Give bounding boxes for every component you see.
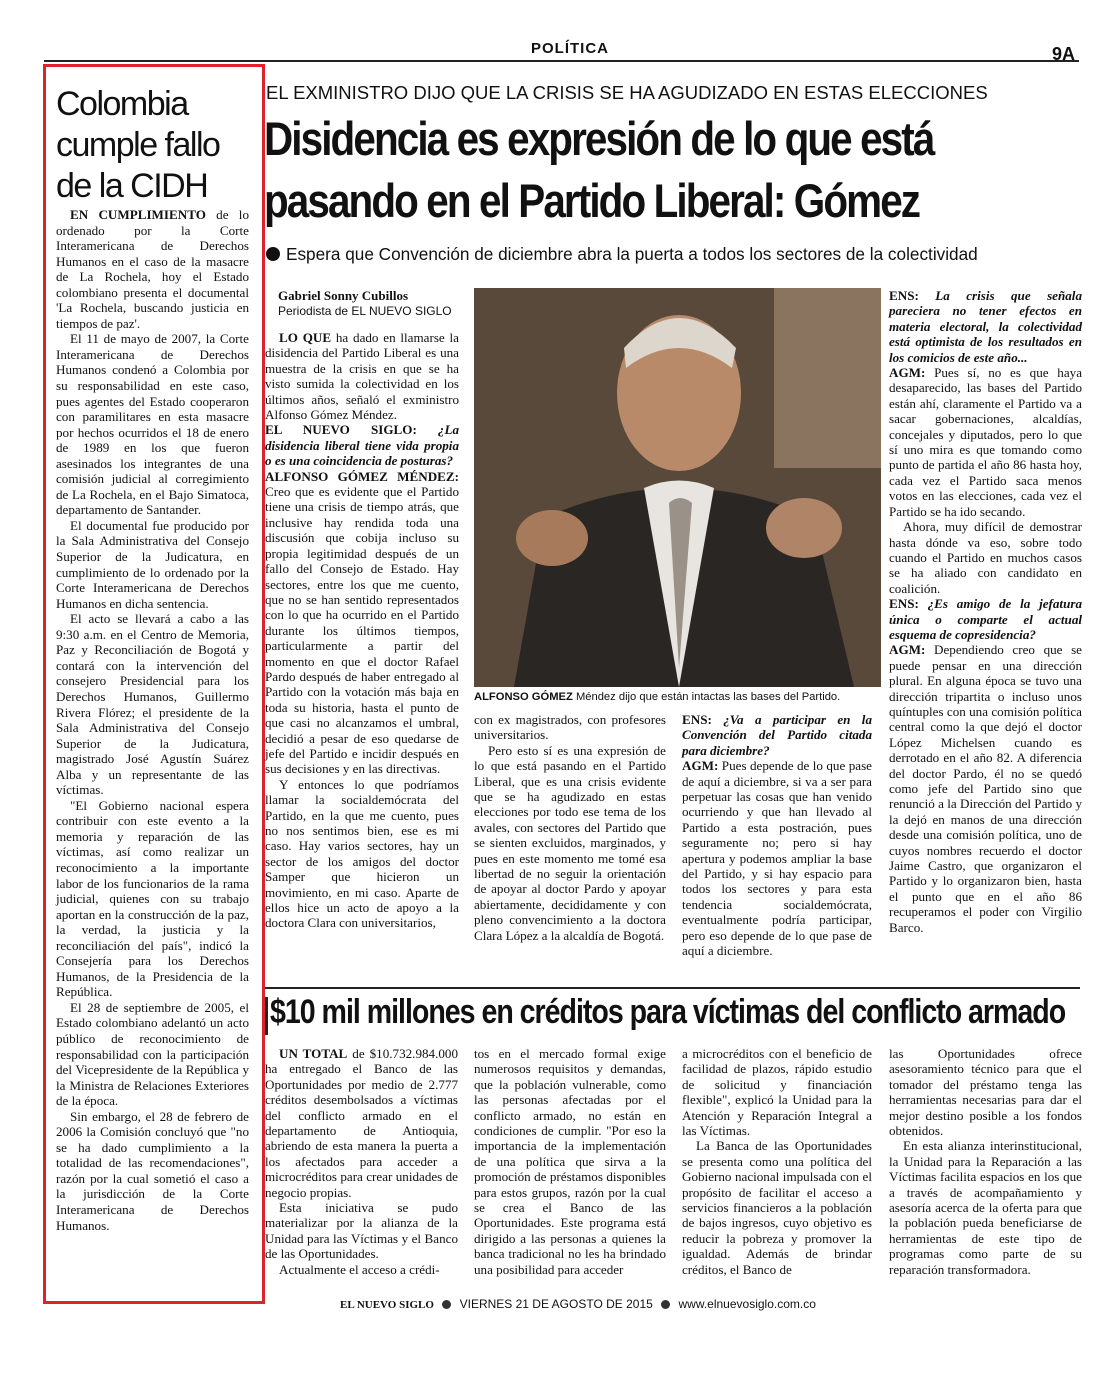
main-col-1	[265, 330, 459, 931]
second-paragraph: a microcréditos con el beneficio de facilidad de plazos, rápido estudio de solicitud y financiación flexible", explicó la Unidad para la Atención y Reparación Integral a las Víctimas.	[682, 1046, 872, 1139]
answer-label: AGM:	[682, 758, 719, 774]
answer-label: AGM:	[889, 642, 926, 658]
main-paragraph: Pero esto sí es una expresión de lo que está pasando en el Partido Liberal, que es una crisis evidente que se ha agudizado en estas elecciones por todo ese tema de los avales, con sectores del Partido que se sienten excluidos, marginados, y pues en este momento me tomé esa libertad de no seguir la orientación de apoyar al doctor Pardo y apoyar abiertamente, decididamente y con pleno convencimiento a la doctora Clara López a la alcaldía de Bogotá.	[474, 742, 666, 943]
second-col-3	[682, 1046, 872, 1277]
sidebar-paragraph: Sin embargo, el 28 de febrero de 2006 la Comisión concluyó que "no se ha dado cumplimiento a la totalidad de las recomendaciones", razón por la cual sometió el caso a la jurisdicción de la Corte Interamericana de Derechos Humanos.	[56, 1108, 249, 1233]
answer-text: Dependiendo creo que se puede pensar en una dirección plural. En alguna época se tuvo una dirección tripartita o incluso unos quíntuples con una comisión política central como la que dejó el doctor López Michelsen cuando es derrotado en el año 82. A diferencia del doctor Pardo, él no se quedó como jefe del Partido sino que renunció a la Dirección del Partido y la dejó en manos de una dirección desde una comisión política, uno de cuyos nombres recuerdo el doctor Jaime Castro, que organizaron el Partido y lo organizaron bien, hasta el punto que en el año 86 recuperamos el poder con Virgilio Barco.	[889, 642, 1082, 935]
byline-name: Gabriel Sonny Cubillos	[278, 288, 409, 303]
second-col-2	[474, 1046, 666, 1277]
section-label: POLÍTICA	[531, 40, 609, 57]
second-col-4	[889, 1046, 1082, 1277]
footer	[340, 1297, 860, 1311]
main-col-2	[474, 712, 666, 943]
kicker: EL EXMINISTRO DIJO QUE LA CRISIS SE HA AGUDIZADO EN ESTAS ELECCIONES	[266, 82, 988, 103]
sidebar-paragraph: "El Gobierno nacional espera contribuir con este evento a la memoria y reparación de las víctimas, así como realizar un reconocimiento a la importante labor de los funcionarios de la rama judicial, quienes con su trabajo aportan en la construcción de la paz, la verdad, la justicia y la reconciliación del país", indicó la Consejería para los Derechos Humanos, de la Presidencia de la República.	[56, 797, 249, 1000]
photo-alfonso-gomez	[474, 288, 881, 687]
second-headline-marker	[265, 997, 268, 1035]
main-paragraph: Y entonces lo que podríamos llamar la socialdemócrata del Partido, en la que me cuento, pues no nos sentimos bien, ese es mi caso. Hay varios sectores, hay un sector de los amigos del doctor Samper que hicieron un movimiento, en mi caso. Aparte de ellos hice un acto de apoyo a la doctora Clara con universitarios,	[265, 776, 459, 931]
byline-role: Periodista de EL NUEVO SIGLO	[278, 304, 452, 318]
answer-text: Pues sí, no es que haya desaparecido, las bases del Partido están ahí, claramente el Partido va a sacar gobernaciones, alcaldías, concejales y diputados, pero lo que sí uno mira es que tomando como punto de partida el año 86 hasta hoy, cada vez el Partido saca menos votos en las elecciones, cada vez el Partido se ha ido secando.	[889, 365, 1083, 519]
main-col-3	[682, 712, 872, 959]
answer-text: Pues depende de lo que pase de aquí a diciembre, si va a ser para perpetuar las cosas que han venido ocurriendo y que han llevado al Partido a esta postración, pues seguramente no; pero si hay apertura y podemos ampliar la base del Partido, y si hay espacio para todos los sectores y para esta tendencia socialdemócrata, eventualmente podría participar, pero eso depende de lo que pase de aquí a diciembre.	[682, 758, 872, 959]
sidebar-paragraph: El acto se llevará a cabo a las 9:30 a.m. en el Centro de Memoria, Paz y Reconciliación de Bogotá y contará con la intervención del consejero Presidencial para los Derechos Humanos, Guillermo Rivera Flórez; el presidente de la Sala Administrativa del Consejo Superior de la Judicatura, magistrado José Agustín Suárez Alba y un representante de las víctimas.	[56, 611, 249, 798]
sidebar-paragraph: El 11 de mayo de 2007, la Corte Interamericana de Derechos Humanos condenó a Colombia por su responsabilidad en este caso, pues agentes del Estado cooperaron con paramilitares en esta masacre por hechos ocurridos el 18 de enero de 1989 en los que fueron asesinados los integrantes de una comisión judicial al corregimiento de La Rochela, en el Bajo Simatoca, departamento de Santander.	[56, 331, 249, 518]
question-text: ¿Va a participar en la Convención del Partido citada para diciembre?	[682, 712, 872, 758]
second-lead: UN TOTAL	[279, 1046, 348, 1061]
second-headline: $10 mil millones en créditos para víctimas del conflicto armado	[270, 993, 1066, 1031]
question-text: ¿La disidencia liberal tiene vida propia o es una coincidencia de posturas?	[265, 422, 460, 469]
footer-date: VIERNES 21 DE AGOSTO DE 2015	[459, 1297, 653, 1311]
footer-url: www.elnuevosiglo.com.co	[678, 1297, 816, 1311]
second-paragraph: En esta alianza interinstitucional, la Unidad para la Reparación a las Víctimas facilita espacios en los que a través de acompañamiento y asesoría acerca de la oferta para que la población pueda beneficiarse de herramientas de este tipo de programas como parte de su reparación transformadora.	[889, 1138, 1082, 1277]
subhead	[266, 244, 1066, 265]
second-paragraph: de $10.732.984.000 ha entregado el Banco de las Oportunidades por medio de 2.777 créditos desembolsados a víctimas del conflicto armado en el departamento de Antioquia, abriendo de esta manera la puerta a los afectados para acceder a microcréditos para crear unidades de negocio propias.	[265, 1046, 458, 1200]
sidebar-body	[56, 207, 249, 1233]
question-label: ENS:	[889, 288, 919, 303]
main-paragraph: con ex magistrados, con profesores universitarios.	[474, 712, 666, 743]
main-col-4	[889, 288, 1082, 935]
main-paragraph: ha dado en llamarse la disidencia del Partido Liberal es una muestra de la crisis en que se ha visto sumida la colectividad en los últimos años, señaló el exministro Alfonso Gómez Méndez.	[265, 330, 459, 423]
main-paragraph: Ahora, muy difícil de demostrar hasta dónde va eso, sobre todo cuando el Partido en muchos casos se ha aliado con candidato en coalición.	[889, 519, 1082, 596]
headline: Disidencia es expresión de lo que está pasando en el Partido Liberal: Gómez	[264, 112, 934, 227]
question-label: ENS:	[682, 712, 712, 727]
second-paragraph: las Oportunidades ofrece asesoramiento técnico para que el tomador del préstamo tenga las herramientas necesarias para dar el mejor destino posible a los fondos obtenidos.	[889, 1046, 1082, 1139]
subhead-text: Espera que Convención de diciembre abra la puerta a todos los sectores de la colectividad	[286, 244, 978, 264]
footer-dot-icon	[442, 1300, 451, 1309]
sidebar-paragraph: de lo ordenado por la Corte Interamericana de Derechos Humanos en el caso de la masacre de La Rochela, hoy el Estado colombiano presenta el documental 'La Rochela, buscando justicia en tiempos de paz'.	[56, 207, 249, 331]
question-label: ENS:	[889, 596, 919, 612]
photo-caption	[474, 691, 884, 703]
question-label: EL NUEVO SIGLO:	[265, 422, 417, 438]
photo-caption-bold: ALFONSO GÓMEZ	[474, 691, 573, 703]
question-text: La crisis que señala pareciera no tener efectos en materia electoral, la colectividad está optimista de los resultados en los comicios de este año...	[889, 288, 1082, 365]
sidebar-paragraph: El 28 de septiembre de 2005, el Estado colombiano adelantó un acto público de reconocimiento de responsabilidad con la participación del Vicepresidente de la República y la Ministra de Relaciones Exteriores de la época.	[56, 999, 249, 1109]
question-text: ¿Es amigo de la jefatura única o comparte el actual esquema de copresidencia?	[889, 596, 1082, 642]
photo-illustration	[474, 288, 881, 687]
footer-paper-name: EL NUEVO SIGLO	[340, 1299, 434, 1311]
sidebar-title: Colombia cumple fallo de la CIDH	[56, 85, 220, 205]
main-lead: LO QUE	[279, 330, 332, 345]
answer-label: AGM:	[889, 365, 926, 381]
bullet-icon	[266, 247, 280, 261]
sidebar-lead: EN CUMPLIMIENTO	[70, 207, 206, 222]
answer-text: Creo que es evidente que el Partido tiene una crisis de tiempo atrás, que inclusive hay rendida toda una discusión que cobija incluso su propia legitimidad después de un fallo del Consejo de Estado. Hay sectores, entre los que me cuento, que no se han sentido representados con lo que ha ocurrido en el Partido durante los últimos tiempos, particularmente a partir del momento en que el doctor Rafael Pardo después de haber entregado al Partido con la votación más baja en toda su historia, hasta el punto de que casi no alcanzamos el umbral, decidió a pesar de eso quedarse de jefe del Partido e incidir después en sus decisiones y en las directivas.	[265, 484, 459, 777]
second-paragraph: La Banca de las Oportunidades se presenta como una política del Gobierno nacional impulsada con el propósito de facilitar el acceso a servicios financieros a la población de bajos ingresos, cuyo objetivo es reducir la pobreza y promover la igualdad. Además de brindar créditos, el Banco de	[682, 1138, 872, 1277]
answer-label: ALFONSO GÓMEZ MÉNDEZ:	[265, 468, 459, 484]
second-paragraph: tos en el mercado formal exige numerosos requisitos y demandas, que la población vulnerable, como las personas afectadas por el conflicto armado, no están en condiciones de cumplir. "Por eso la importancia de la implementación de una política que sirva a la promoción de préstamos disponibles para estos grupos, razón por la cual se crea el Banco de las Oportunidades. Este programa está dirigido a las personas a quienes la banca tradicional no les ha brindado una posibilidad para acceder	[474, 1046, 666, 1277]
page-number: 9A	[1052, 44, 1076, 64]
photo-caption-text: Méndez dijo que están intactas las bases del Partido.	[575, 691, 841, 703]
article-divider	[265, 987, 1080, 989]
second-col-1	[265, 1046, 458, 1277]
sidebar-paragraph: El documental fue producido por la Sala Administrativa del Consejo Superior de la Judicatura, en cumplimiento de lo ordenado por la Corte Interamericana de Derechos Humanos en dicha sentencia.	[56, 517, 249, 611]
header-rule	[44, 60, 1079, 62]
second-paragraph: Esta iniciativa se pudo materializar por la alianza de la Unidad para las Víctimas y el Banco de las Oportunidades.	[265, 1200, 458, 1262]
footer-dot-icon	[661, 1300, 670, 1309]
second-paragraph: Actualmente el acceso a crédi-	[279, 1261, 440, 1277]
